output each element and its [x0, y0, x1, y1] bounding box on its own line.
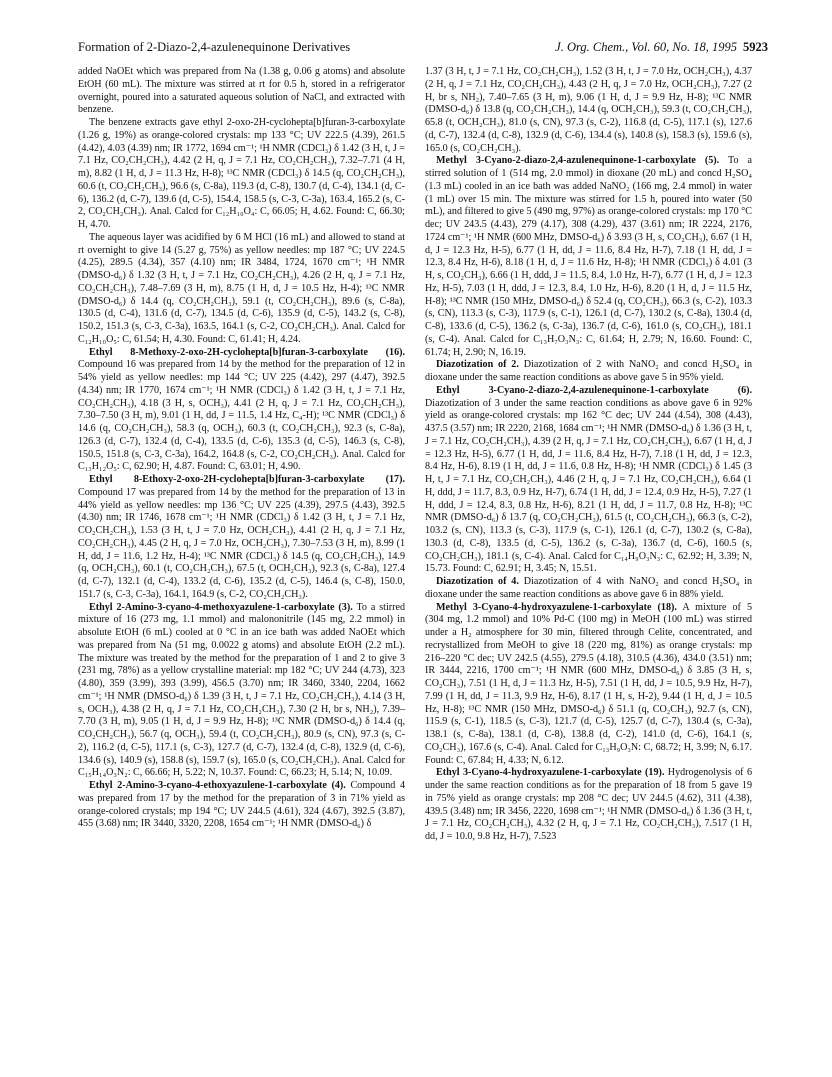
paragraph: added NaOEt which was prepared from Na (1.38 g, 0.06 g atoms) and absolute EtOH (60 mL). The mixture was stirred at rt for 0.5 h, stored in a refrigerator overnight, poured into a saturated aqueous solution of NaCl, and extracted with benzene. [78, 66, 405, 116]
compound-entry: Ethyl 2-Amino-3-cyano-4-methoxyazulene-1-carboxylate (3). To a stirred mixture of 16 (273 mg, 1.1 mmol) and malononitrile (145 mg, 2.2 mmol) in absolute EtOH (6 mL) cooled at 0 °C in an ice bath was added NaOEt which was prepared from Na (51 mg, 0.0022 g atoms) and absolute EtOH (2.2 mL). The mixture was treated by the method for the preparation of 1 and 2 to give 3 (231 mg, 78%) as a yellow crystalline material: mp 182 °C; UV 244 (4.73), 323 (4.80), 359 (3.99), 393 (3.99), 456.5 (3.70) nm; IR 3460, 3340, 2204, 1662 cm⁻¹; ¹H NMR (DMSO-d₆) δ 1.39 (3 H, t, J = 7.1 Hz, CO₂CH₂CH₃), 4.14 (3 H, s, OCH₃), 4.38 (2 H, q, J = 7.1 Hz, CO₂CH₂CH₃), 7.30 (2 H, br s, NH₂), 7.39–7.70 (3 H, m), 9.05 (1 H, d, J = 9.9 Hz, H-8); ¹³C NMR (DMSO-d₆) δ 14.4 (q, CO₂CH₂CH₃), 56.7 (q, OCH₃), 59.4 (t, CO₂CH₂CH₃), 80.9 (s, CN), 97.3 (s, C-2), 116.2 (d, C-5), 117.1 (s, C-3), 127.7 (d, C-7), 132.4 (d, C-8), 132.9 (d, C-6), 134.6 (s), 140.9 (s), 158.8 (s), 159.7 (s), 165.0 (s, CO₂CH₂CH₃). Anal. Calcd for C₁₅H₁₄O₃N₂: C, 66.66; H, 5.22; N, 10.37. Found: C, 66.23; H, 5.14; N, 10.09. [78, 601, 405, 779]
compound-heading: Ethyl 8-Ethoxy-2-oxo-2H-cyclohepta[b]furan-3-carboxylate (17). [89, 474, 405, 485]
compound-entry: Ethyl 2-Amino-3-cyano-4-ethoxyazulene-1-carboxylate (4). Compound 4 was prepared from 17 by the method for the preparation of 3 in 71% yield as orange-colored crystals; mp 194 °C; UV 244.5 (4.61), 324 (4.67), 392.5 (3.87), 455 (3.68) nm; IR 3440, 3320, 2208, 1654 cm⁻¹; ¹H NMR (DMSO-d₆) δ [78, 780, 405, 830]
paragraph: The benzene extracts gave ethyl 2-oxo-2H-cyclohepta[b]furan-3-carboxylate (1.26 g, 19%) as orange-colored crystals: mp 133 °C; UV 222.5 (4.39), 261.5 (4.42), 4.03 (4.39) nm; IR 1772, 1694 cm⁻¹; ¹H NMR (CDCl₃) δ 1.42 (3 H, t, J = 7.1 Hz, CO₂CH₂CH₃), 4.42 (2 H, q, J = 7.1 Hz, CO₂CH₂CH₃), 7.32–7.71 (4 H, m), 8.82 (1 H, d, J = 11.3 Hz, H-8); ¹³C NMR (CDCl₃) δ 14.5 (q, CO₂CH₂CH₃), 60.6 (t, CO₂CH₂CH₃), 96.6 (s, C-8a), 119.3 (d, C-8), 130.7 (d, C-4), 134.1 (d, C-6), 136.2 (d, C-7), 139.6 (d, C-5), 154.4, 158.5 (s, C-3, C-3a), 163.4, 165.2 (s, C-2, CO₂CH₂CH₃). Anal. Calcd for C₁₂H₁₀O₄: C, 66.05; H, 4.62. Found: C, 66.30; H, 4.70. [78, 117, 405, 230]
compound-heading: Ethyl 2-Amino-3-cyano-4-methoxyazulene-1-carboxylate (3). [89, 601, 353, 613]
compound-heading: Diazotization of 2. [436, 359, 519, 371]
compound-entry: Ethyl 3-Cyano-2-diazo-2,4-azulenequinone-1-carboxylate (6). Diazotization of 3 under the same reaction conditions as above gave 6 in 92% yield as orange-colored crystals: mp 162 °C dec; UV 244 (4.54), 308 (4.43), 437.5 (3.57) nm; IR 2220, 2168, 1684 cm⁻¹; ¹H NMR (DMSO-d₆) δ 1.36 (3 H, t, J = 7.1 Hz, CO₂CH₂CH₃), 4.39 (2 H, q, J = 7.1 Hz, CO₂CH₂CH₃), 6.67 (1 H, d, J = 12.3 Hz, H-5), 6.77 (1 H, dd, J = 11.6, 8.4 Hz, H-7), 7.18 (1 H, dd, J = 12.3, 8.4 Hz, H-6), 8.19 (1 H, dd, J = 11.6, 0.8 Hz, H-8); ¹H NMR (CDCl₃) δ 1.45 (3 H, t, J = 7.1 Hz, CO₂CH₂CH₃), 4.46 (2 H, q, J = 7.1 Hz, CO₂CH₂CH₃), 6.64 (1 H, ddd, J = 11.7, 8.3, 0.9 Hz, H-7), 6.74 (1 H, dd, J = 12.4, 0.9 Hz, H-5), 7.27 (1 H, ddd, J = 12.4, 8.3, 0.8 Hz, H-6), 8.21 (1 H, dd, J = 11.7, 0.8 Hz, H-8); ¹³C NMR (DMSO-d₆) δ 13.7 (q, CO₂CH₂CH₃), 61.5 (t, CO₂CH₂CH₃), 66.3 (s, C-2), 103.2 (s, CN), 113.3 (s, C-3), 117.9 (s, C-1), 126.1 (d, C-7), 130.2 (s, C-8a), 130.3 (d, C-8), 133.5 (d, C-5), 136.2 (s, C-3a), 136.7 (d, C-6), 160.5 (s, CO₂CH₂CH₃), 181.1 (s, C-4). Anal. Calcd for C₁₄H₉O₃N₃: C, 62.92; H, 3.39; N, 15.73. Found: C, 62.91; H, 3.45; N, 15.51. [425, 384, 752, 575]
running-header [78, 40, 768, 58]
paragraph: The aqueous layer was acidified by 6 M HCl (16 mL) and allowed to stand at rt overnight to give 14 (5.27 g, 75%) as yellow needles: mp 187 °C; UV 224.5 (4.25), 289.5 (4.34), 357 (4.10) nm; IR 3484, 1724, 1670 cm⁻¹; ¹H NMR (DMSO-d₆) δ 1.32 (3 H, t, J = 7.1 Hz, CO₂CH₂CH₃), 4.26 (2 H, q, J = 7.1 Hz, CO₂CH₂CH₃), 7.48–7.69 (3 H, m), 8.75 (1 H, d, J = 10.5 Hz, H-4); ¹³C NMR (DMSO-d₆) δ 14.4 (q, CO₂CH₂CH₃), 59.1 (t, CO₂CH₂CH₃), 89.6 (s, C-8a), 130.5 (d, C-4), 131.6 (d, C-7), 134.5 (d, C-6), 135.9 (d, C-5), 143.2 (s, C-8), 150.2, 151.3 (s, C-3, C-3a), 163.5, 164.1 (s, C-2, CO₂CH₂CH₃). Anal. Calcd for C₁₂H₁₀O₅: C, 61.54; H, 4.30. Found: C, 61.41; H, 4.24. [78, 231, 405, 345]
compound-entry: Methyl 3-Cyano-2-diazo-2,4-azulenequinone-1-carboxylate (5). To a stirred solution of 1 (514 mg, 2.0 mmol) in dioxane (20 mL) and concd H₂SO₄ (1.3 mL) cooled in an ice bath was added NaNO₂ (166 mg, 2.4 mmol) in water (1 mL) over 15 min. The mixture was stirred for 1.5 h, poured into water (50 mL), and filtered to give 5 (490 mg, 97%) as orange-colored crystals: mp 170 °C dec; UV 243.5 (4.43), 279 (4.17), 308 (4.29), 437 (3.61) nm; IR 2224, 2176, 1724 cm⁻¹; ¹H NMR (600 MHz, DMSO-d₆) δ 3.93 (3 H, s, CO₂CH₃), 6.67 (1 H, d, J = 12.3 Hz, H-5), 6.77 (1 H, dd, J = 11.6, 8.4 Hz, H-7), 7.18 (1 H, dd, J = 12.3, 8.4 Hz, H-6), 8.18 (1 H, d, J = 11.6 Hz, H-8); ¹H NMR (CDCl₃) δ 4.01 (3 H, s, CO₂CH₃), 6.66 (1 H, ddd, J = 11.5, 8.4, 1.0 Hz, H-7), 6.77 (1 H, d, J = 12.3 Hz, H-5), 7.03 (1 H, ddd, J = 12.3, 8.4, 1.0 Hz, H-6), 8.20 (1 H, d, J = 11.5 Hz, H-8); ¹³C NMR (150 MHz, DMSO-d₆) δ 52.4 (q, CO₂CH₃), 66.3 (s, C-2), 103.3 (s, CN), 113.3 (s, C-3), 117.9 (s, C-1), 126.1 (d, C-7), 130.2 (s, C-8a), 130.4 (d, C-8), 133.6 (d, C-5), 136.2 (s, C-3a), 136.7 (d, C-6), 161.0 (s, CO₂CH₃), 181.1 (s, C-4). Anal. Calcd for C₁₃H₇O₃N₃: C, 61.64; H, 2.79; N, 16.60. Found: C, 61.74; H, 2.90; N, 16.19. [425, 155, 752, 358]
page-number: 5923 [743, 40, 768, 54]
compound-entry: Ethyl 8-Methoxy-2-oxo-2H-cyclohepta[b]furan-3-carboxylate (16). Compound 16 was prepared from 14 by the method for the preparation of 12 in 54% yield as yellow needles: mp 144 °C; UV 225 (4.42), 297 (4.47), 392.5 (4.34) nm; IR 1770, 1674 cm⁻¹; ¹H NMR (CDCl₃) δ 1.42 (3 H, t, J = 7.1 Hz, CO₂CH₂CH₃), 4.18 (3 H, s, OCH₃), 4.41 (2 H, q, J = 7.1 Hz, CO₂CH₂CH₃), 7.30–7.50 (3 H, m), 9.01 (1 H, dd, J = 11.5, 1.4 Hz, C₄-H); ¹³C NMR (CDCl₃) δ 14.6 (q, CO₂CH₂CH₃), 58.3 (q, OCH₃), 60.3 (t, CO₂CH₂CH₃), 92.3 (s, C-8a), 126.3 (d, C-7), 132.4 (d, C-4), 133.5 (d, C-6), 135.3 (d, C-5), 146.3 (s, C-8), 150.5, 151.8 (s, C-3, C-3a), 164.2, 164.8 (s, C-2, CO₂CH₂CH₃). Anal. Calcd for C₁₃H₁₂O₅: C, 62.90; H, 4.87. Found: C, 63.01; H, 4.90. [78, 346, 405, 473]
compound-entry: Diazotization of 4. Diazotization of 4 with NaNO₂ and concd H₂SO₄ in dioxane under the same reaction conditions as above gave 6 in 88% yield. [425, 576, 753, 600]
compound-heading: Ethyl 3-Cyano-2-diazo-2,4-azulenequinone-1-carboxylate (6). [436, 384, 752, 396]
compound-heading: Methyl 3-Cyano-4-hydroxyazulene-1-carboxylate (18). [436, 601, 677, 613]
paragraph: 1.37 (3 H, t, J = 7.1 Hz, CO₂CH₂CH₃), 1.52 (3 H, t, J = 7.0 Hz, OCH₂CH₃), 4.37 (2 H, q, J = 7.1 Hz, CO₂CH₂CH₃), 4.43 (2 H, q, J = 7.0 Hz, OCH₂CH₃), 7.27 (2 H, br s, NH₂), 7.40–7.65 (3 H, m), 9.06 (1 H, d, J = 9.9 Hz, H-8); ¹³C NMR (DMSO-d₆) δ 13.8 (q, CO₂CH₂CH₃), 14.4 (q, OCH₂CH₃), 59.3 (t, CO₂CH₂CH₃), 65.8 (t, OCH₂CH₃), 81.0 (s, CN), 97.3 (s, C-2), 116.8 (d, C-5), 117.1 (s), 127.6 (d, C-7), 132.4 (d, C-8), 132.9 (d, C-6), 134.4 (s), 140.8 (s), 158.3 (s), 159.6 (s), 165.0 (s, CO₂CH₂CH₃). [425, 66, 752, 154]
right-column [425, 66, 752, 844]
compound-heading: Ethyl 3-Cyano-4-hydroxyazulene-1-carboxylate (19). [436, 767, 665, 779]
journal-citation [555, 40, 768, 55]
compound-entry: Methyl 3-Cyano-4-hydroxyazulene-1-carboxylate (18). A mixture of 5 (304 mg, 1.2 mmol) and 10% Pd-C (100 mg) in MeOH (100 mL) was stirred under a H₂ atmosphere for 30 min, filtered through Celite, concentrated, and recrystallized from MeOH to give 18 (220 mg, 81%) as orange crystals: mp 216–220 °C dec; UV 242.5 (4.55), 279.5 (4.18), 310.5 (4.36), 434.0 (3.51) nm; IR 3444, 2216, 1700 cm⁻¹; ¹H NMR (600 MHz, DMSO-d₆) δ 3.85 (3 H, s, CO₂CH₃), 7.51 (1 H, d, J = 11.3 Hz, H-5), 7.51 (1 H, dd, J = 10.5, 9.9 Hz, H-7), 7.99 (1 H, dd, J = 11.3, 9.9 Hz, H-6), 8.17 (1 H, s, H-2), 9.44 (1 H, d, J = 10.5 Hz, H-8); ¹³C NMR (150 MHz, DMSO-d₆) δ 51.1 (q, CO₂CH₃), 92.7 (s, CN), 115.9 (s, C-1), 118.5 (s, C-3), 121.7 (d, C-5), 125.7 (d, C-7), 130.4 (s, C-3a), 138.1 (s, C-8a), 138.1 (d, C-8), 138.8 (d, C-2), 141.0 (d, C-6), 164.1 (s, CO₂CH₃), 167.6 (s, C-4). Anal. Calcd for C₁₃H₉O₃N: C, 68.72; H, 3.99; N, 6.17. Found: C, 67.84; H, 4.33; N, 6.12. [425, 601, 752, 766]
left-column [78, 66, 405, 831]
compound-entry: Ethyl 3-Cyano-4-hydroxyazulene-1-carboxylate (19). Hydrogenolysis of 6 under the same reaction conditions as for the preparation of 18 from 5 gave 19 in 75% yield as orange crystals: mp 208 °C dec; UV 244.5 (4.62), 311 (4.38), 439.5 (3.48) nm; IR 3456, 2220, 1698 cm⁻¹; ¹H NMR (DMSO-d₆) δ 1.36 (3 H, t, J = 7.1 Hz, CO₂CH₂CH₃), 4.32 (2 H, q, J = 7.1 Hz, CO₂CH₂CH₃), 7.517 (1 H, dd, J = 10.0, 9.8 Hz, H-7), 7.523 [425, 767, 752, 842]
compound-heading: Ethyl 8-Methoxy-2-oxo-2H-cyclohepta[b]furan-3-carboxylate (16). [89, 346, 405, 358]
compound-heading: Methyl 3-Cyano-2-diazo-2,4-azulenequinone-1-carboxylate (5). [436, 155, 720, 167]
compound-entry: Ethyl 8-Ethoxy-2-oxo-2H-cyclohepta[b]furan-3-carboxylate (17). Compound 17 was prepared from 14 by the method for the preparation of 13 in 44% yield as yellow needles: mp 136 °C; UV 225 (4.39), 297.5 (4.43), 392.5 (4.30) nm; IR 1746, 1678 cm⁻¹; ¹H NMR (CDCl₃) δ 1.42 (3 H, t, J = 7.1 Hz, CO₂CH₂CH₃), 1.53 (3 H, t, J = 7.0 Hz, OCH₂CH₃), 4.41 (2 H, q, J = 7.1 Hz, CO₂CH₂CH₃), 4.45 (2 H, q, J = 7.0 Hz, OCH₂CH₃), 7.30–7.53 (3 H, m), 8.99 (1 H, dd, J = 11.6, 1.2 Hz, H-4); ¹³C NMR (CDCl₃) δ 14.5 (q, CO₂CH₂CH₃), 14.9 (q, OCH₂CH₃), 60.1 (t, CO₂CH₂CH₃), 67.5 (t, OCH₂CH₃), 92.3 (s, C-8a), 127.4 (d, C-7), 132.1 (d, C-4), 133.2 (d, C-6), 135.2 (d, C-5), 146.4 (s, C-8), 150.0, 151.7 (s, C-3, C-3a), 164.1, 164.9 (s, C-2, CO₂CH₂CH₃). [78, 474, 405, 600]
running-title: Formation of 2-Diazo-2,4-azulenequinone Derivatives [78, 40, 351, 54]
compound-heading: Diazotization of 4. [436, 576, 519, 587]
compound-entry: Diazotization of 2. Diazotization of 2 with NaNO₂ and concd H₂SO₄ in dioxane under the same reaction conditions as above gave 5 in 95% yield. [425, 359, 753, 383]
journal-name: J. Org. Chem., Vol. 60, No. 18, 1995 [555, 40, 737, 54]
compound-heading: Ethyl 2-Amino-3-cyano-4-ethoxyazulene-1-carboxylate (4). [89, 780, 346, 791]
